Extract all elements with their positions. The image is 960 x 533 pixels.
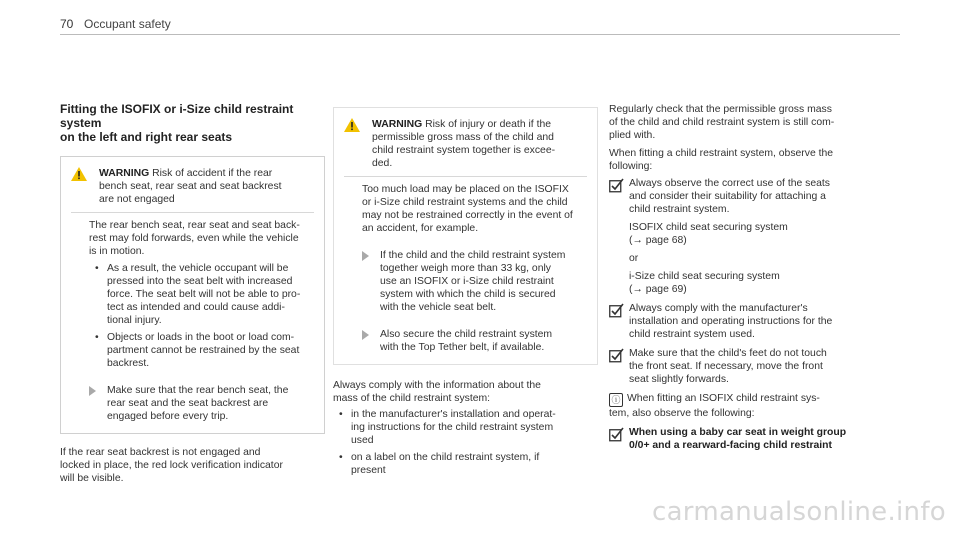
header-divider: [60, 34, 900, 35]
checklist-item: Always observe the correct use of the seats and consider their suitability for attaching a child restraint system. ISOFIX child seat securing system (→ page 68) or i-Size child seat securing system (→ page 69): [609, 177, 871, 296]
warning-divider: [344, 176, 587, 177]
warning-head: WARNING Risk of injury or death if the permissible gross mass of the child and child restraint system together is excee- ded.: [344, 118, 587, 170]
securing-system-ref: i-Size child seat securing system (→ page 69): [629, 270, 871, 296]
checklist-item: Make sure that the child's feet do not touch the front seat. If necessary, move the front seat slightly forwards.: [609, 347, 871, 386]
warning-label: WARNING: [99, 168, 150, 179]
action-step: If the child and the child restraint system together weigh more than 33 kg, only use an ISOFIX or i-Size child restraint system with which the child is secured with the vehicle seat belt.: [344, 249, 587, 314]
warning-bullets: [89, 262, 314, 370]
paragraph: If the rear seat backrest is not engaged and locked in place, the red lock verification indicator will be visible.: [60, 447, 283, 484]
paragraph: When fitting a child restraint system, observe the following:: [609, 148, 834, 172]
warning-triangle-icon: [71, 167, 87, 181]
checkbox-tick-icon: [609, 348, 624, 363]
warning-divider: [71, 212, 314, 213]
checkbox-tick-icon: [609, 178, 624, 193]
warning-head: WARNING Risk of accident if the rear bench seat, rear seat and seat backrest are not engaged: [71, 167, 314, 206]
checklist-item: When using a baby car seat in weight group 0/0+ and a rearward-facing child restraint: [609, 426, 871, 452]
paragraph: Regularly check that the permissible gross mass of the child and child restraint system is still com- plied with.: [609, 104, 835, 141]
column-left: [60, 102, 325, 485]
warning-box: [333, 107, 598, 365]
warning-triangle-icon: [344, 118, 360, 132]
checkbox-tick-icon: [609, 303, 624, 318]
warning-body: Too much load may be placed on the ISOFIX or i-Size child restraint systems and the child may not be restrained correctly in the event of an accident, for example.: [362, 184, 573, 234]
warning-box: [60, 156, 325, 434]
section-title: Occupant safety: [84, 17, 171, 31]
warning-body: The rear bench seat, rear seat and seat back- rest may fold forwards, even while the vehicle is in motion. • As a result, the vehicle occupant will be pressed into the seat belt with increased force. The seat belt will not be able to pro- tect as intended and could cause addi- tional injury. • Objects or loads in the boot or load com- partment cannot be restrained by the seat backrest.: [71, 219, 314, 370]
mass-info-bullets: [333, 408, 598, 477]
action-arrow-icon: [362, 330, 369, 340]
info-note-icon: ⓘ: [609, 393, 623, 407]
page-link[interactable]: (→ page 69): [629, 284, 687, 295]
paragraph: Always comply with the information about the mass of the child restraint system:: [333, 380, 541, 404]
action-step: Make sure that the rear bench seat, the rear seat and the seat backrest are engaged before every trip.: [71, 384, 314, 423]
list-item: • As a result, the vehicle occupant will be pressed into the seat belt with increased force. The seat belt will not be able to pro- tect as intended and could cause addi- tional injury.: [89, 262, 314, 327]
watermark: carmanualsonline.info: [651, 497, 946, 527]
securing-system-ref: ISOFIX child seat securing system (→ page 68): [629, 221, 871, 247]
action-step: Also secure the child restraint system with the Top Tether belt, if available.: [344, 328, 587, 354]
column-right: [609, 103, 871, 458]
list-item: • in the manufacturer's installation and operat- ing instructions for the child restraint system used: [333, 408, 598, 447]
note-paragraph: ⓘ When fitting an ISOFIX child restraint sys- tem, also observe the following:: [609, 393, 820, 419]
page-link[interactable]: (→ page 68): [629, 235, 687, 246]
or-text: or: [629, 253, 639, 264]
column-middle: [333, 107, 598, 481]
checklist-item: Always comply with the manufacturer's installation and operating instructions for the child restraint system used.: [609, 302, 871, 341]
action-arrow-icon: [362, 251, 369, 261]
list-item: • Objects or loads in the boot or load com- partment cannot be restrained by the seat backrest.: [89, 331, 314, 370]
section-heading: Fitting the ISOFIX or i-Size child restraint system on the left and right rear seats: [60, 102, 294, 144]
warning-label: WARNING: [372, 119, 423, 130]
list-item: • on a label on the child restraint system, if present: [333, 451, 598, 477]
page-number: 70: [60, 17, 74, 31]
action-arrow-icon: [89, 386, 96, 396]
checkbox-tick-icon: [609, 427, 624, 442]
